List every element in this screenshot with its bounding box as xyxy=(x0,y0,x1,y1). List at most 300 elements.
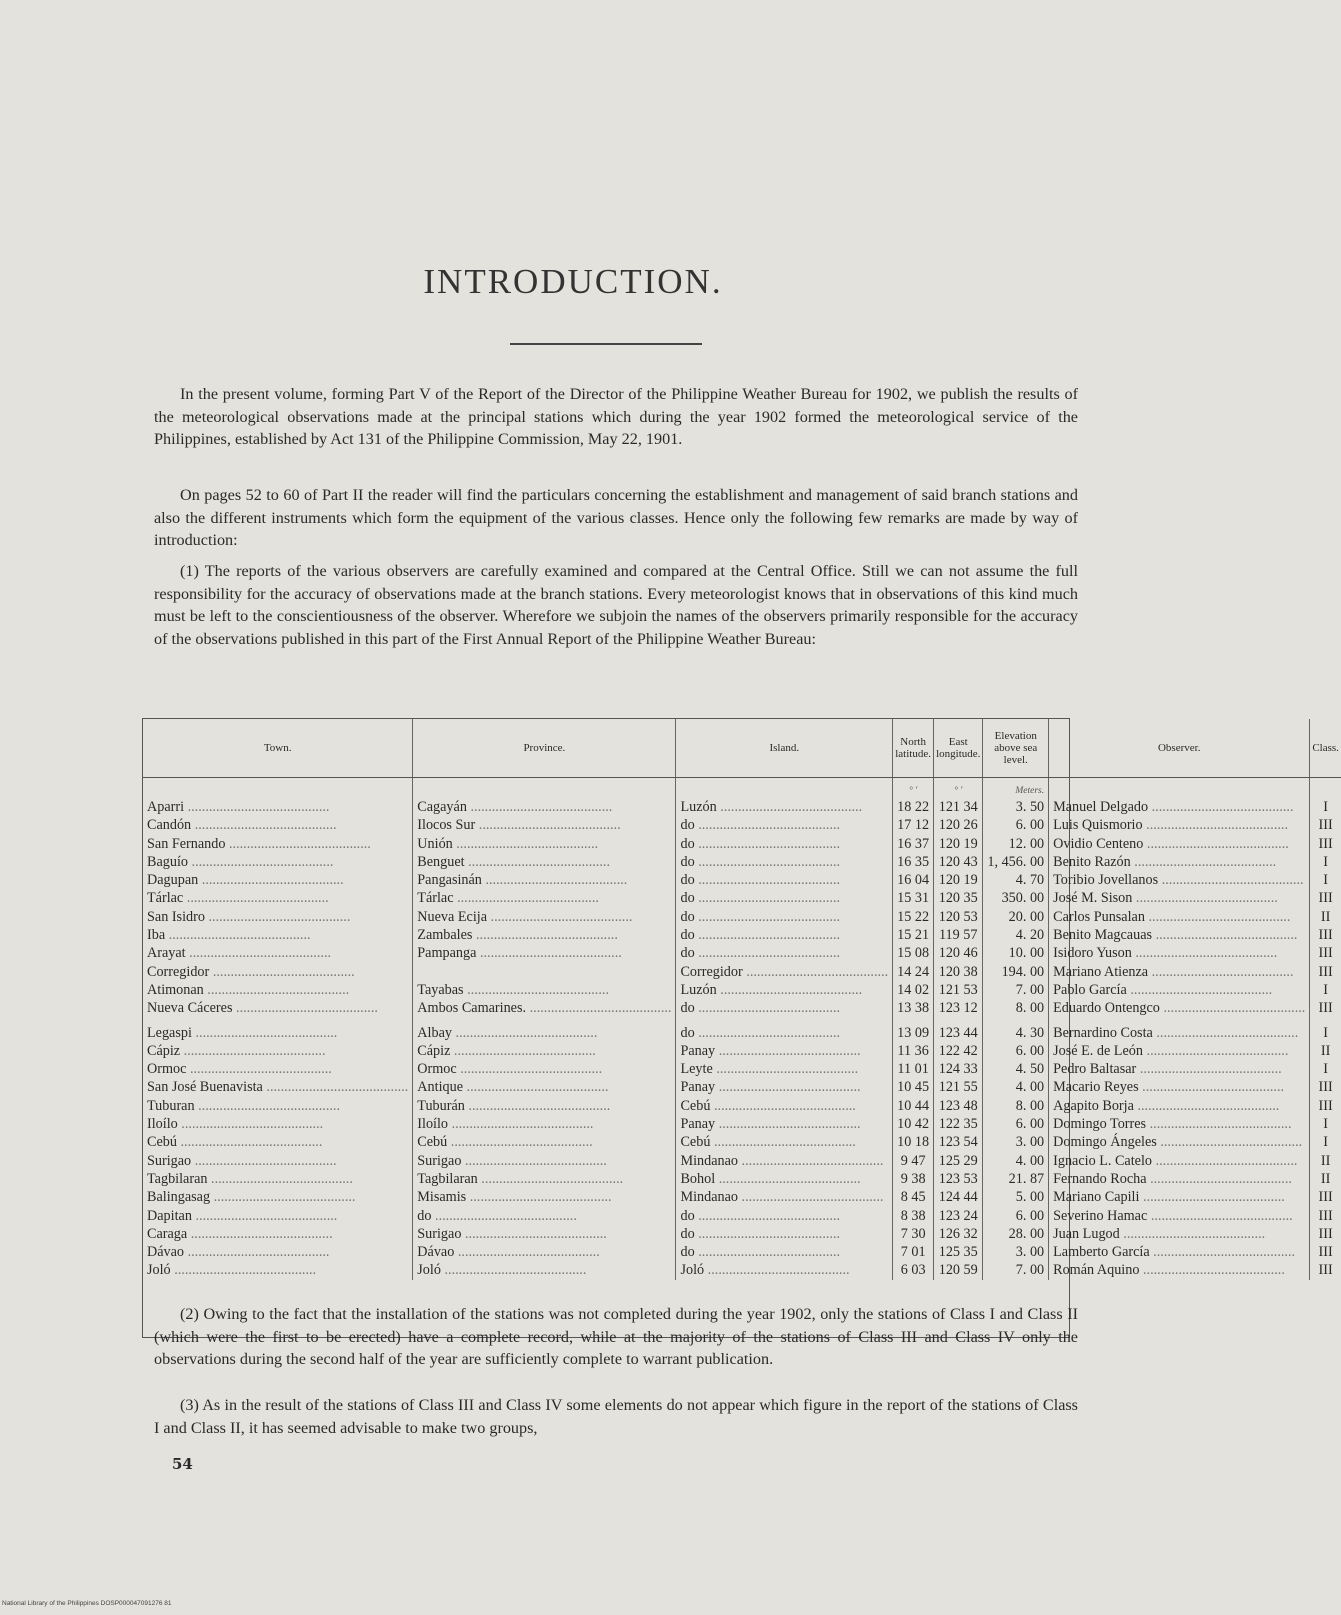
cell-town xyxy=(143,798,413,816)
cell-province-leader xyxy=(417,1060,671,1078)
cell-longitude-text: 121 55 xyxy=(938,1079,978,1096)
cell-town xyxy=(143,1060,413,1078)
cell-elevation xyxy=(983,926,1049,944)
cell-town-text: Candón ..... xyxy=(147,817,337,833)
cell-elevation xyxy=(983,1097,1049,1115)
cell-town-leader xyxy=(147,1261,408,1279)
cell-province xyxy=(413,981,676,999)
cell-longitude xyxy=(934,1225,983,1243)
cell-class-text: III xyxy=(1318,927,1333,944)
cell-town-leader xyxy=(147,1152,408,1170)
cell-island xyxy=(676,871,893,889)
table-row xyxy=(143,999,1341,1017)
cell-latitude xyxy=(893,1042,934,1060)
cell-observer xyxy=(1049,999,1310,1017)
cell-longitude xyxy=(934,1152,983,1170)
cell-latitude xyxy=(893,1115,934,1133)
cell-longitude-text: 120 19 xyxy=(938,835,978,852)
cell-longitude xyxy=(934,1115,983,1133)
cell-longitude-text: 123 54 xyxy=(938,1134,978,1151)
cell-town-text: Baguío ..... xyxy=(147,854,333,870)
cell-latitude xyxy=(893,981,934,999)
cell-province-leader xyxy=(417,944,671,962)
cell-class xyxy=(1310,926,1341,944)
cell-observer xyxy=(1049,871,1310,889)
cell-longitude xyxy=(934,1188,983,1206)
unit-latitude: ° ′ xyxy=(893,778,934,799)
cell-province-leader xyxy=(417,853,671,871)
cell-town xyxy=(143,1133,413,1151)
cell-town-text: Legaspi ..... xyxy=(147,1025,337,1041)
cell-observer-text: Juan Lugod ..... xyxy=(1053,1226,1265,1242)
cell-town-text: Balingasag ..... xyxy=(147,1189,355,1205)
cell-elevation xyxy=(983,981,1049,999)
cell-town-leader xyxy=(147,926,408,944)
cell-island-text: do ..... xyxy=(680,1025,840,1041)
cell-island xyxy=(676,1133,893,1151)
cell-town xyxy=(143,1152,413,1170)
cell-longitude xyxy=(934,816,983,834)
cell-province-text: Unión ..... xyxy=(417,836,598,852)
cell-observer xyxy=(1049,1097,1310,1115)
cell-island-leader xyxy=(680,1042,888,1060)
cell-latitude xyxy=(893,908,934,926)
cell-province xyxy=(413,1060,676,1078)
cell-island-leader xyxy=(680,981,888,999)
cell-town-leader xyxy=(147,1097,408,1115)
cell-observer-leader xyxy=(1053,1133,1305,1151)
cell-latitude xyxy=(893,1170,934,1188)
cell-town xyxy=(143,1243,413,1261)
cell-island-leader xyxy=(680,798,888,816)
cell-class xyxy=(1310,816,1341,834)
table-row xyxy=(143,1024,1341,1042)
cell-observer-text: Toribio Jovellanos ..... xyxy=(1053,872,1303,888)
cell-town-leader xyxy=(147,944,408,962)
cell-class-text: I xyxy=(1323,1024,1328,1041)
cell-latitude-text: 7 30 xyxy=(900,1225,926,1242)
cell-province-text: Cagayán ..... xyxy=(417,799,612,815)
cell-elevation xyxy=(983,999,1049,1017)
table-header-row xyxy=(143,719,1341,778)
cell-observer-text: Eduardo Ontengco ..... xyxy=(1053,1000,1305,1016)
cell-province-text: Dávao ..... xyxy=(417,1244,599,1260)
cell-town-text: Arayat ..... xyxy=(147,945,331,961)
cell-elevation-text: 350. 00 xyxy=(1001,890,1045,907)
cell-class-text: I xyxy=(1323,1116,1328,1133)
cell-island-leader xyxy=(680,1261,888,1279)
cell-island-text: Luzón ..... xyxy=(680,799,862,815)
cell-island xyxy=(676,1188,893,1206)
cell-longitude xyxy=(934,1261,983,1279)
cell-observer xyxy=(1049,1078,1310,1096)
cell-elevation-text: 194. 00 xyxy=(1001,963,1045,980)
cell-observer-text: Pedro Baltasar ..... xyxy=(1053,1061,1282,1077)
cell-latitude-text: 9 47 xyxy=(900,1152,926,1169)
cell-elevation-text: 7. 00 xyxy=(1015,1262,1045,1279)
cell-longitude xyxy=(934,926,983,944)
cell-observer xyxy=(1049,963,1310,981)
cell-province xyxy=(413,1261,676,1279)
cell-class xyxy=(1310,1042,1341,1060)
cell-latitude xyxy=(893,1188,934,1206)
cell-island-text: do ..... xyxy=(680,945,840,961)
cell-elevation-text: 3. 00 xyxy=(1015,1134,1045,1151)
cell-province-leader xyxy=(417,1115,671,1133)
table-row xyxy=(143,1207,1341,1225)
table-row xyxy=(143,835,1341,853)
cell-province-leader xyxy=(417,835,671,853)
cell-province-leader xyxy=(417,926,671,944)
cell-observer-leader xyxy=(1053,944,1305,962)
cell-class-text: III xyxy=(1318,1262,1333,1279)
cell-observer xyxy=(1049,798,1310,816)
cell-province xyxy=(413,853,676,871)
cell-province-leader xyxy=(417,889,671,907)
cell-island-leader xyxy=(680,1243,888,1261)
cell-class xyxy=(1310,1078,1341,1096)
table-row xyxy=(143,1188,1341,1206)
cell-town xyxy=(143,908,413,926)
cell-longitude xyxy=(934,1024,983,1042)
cell-latitude-text: 9 38 xyxy=(900,1170,926,1187)
cell-observer-leader xyxy=(1053,926,1305,944)
cell-town-text: San Isidro ..... xyxy=(147,909,350,925)
cell-longitude-text: 120 38 xyxy=(938,963,978,980)
cell-province xyxy=(413,835,676,853)
cell-town xyxy=(143,816,413,834)
cell-class xyxy=(1310,981,1341,999)
cell-observer-text: Pablo García ..... xyxy=(1053,982,1272,998)
cell-class xyxy=(1310,963,1341,981)
cell-class xyxy=(1310,1024,1341,1042)
cell-class-text: II xyxy=(1320,1152,1331,1169)
cell-observer-text: Ovidio Centeno ..... xyxy=(1053,836,1289,852)
cell-province-text: Surigao ..... xyxy=(417,1226,607,1242)
cell-class-text: I xyxy=(1323,799,1328,815)
cell-island-text: do ..... xyxy=(680,1226,840,1242)
cell-province xyxy=(413,1170,676,1188)
cell-island xyxy=(676,1060,893,1078)
cell-class xyxy=(1310,1133,1341,1151)
cell-longitude-text: 123 48 xyxy=(938,1097,978,1114)
cell-town xyxy=(143,1261,413,1279)
cell-longitude xyxy=(934,908,983,926)
cell-class xyxy=(1310,1188,1341,1206)
cell-observer-leader xyxy=(1053,999,1305,1017)
cell-island xyxy=(676,1261,893,1279)
cell-longitude xyxy=(934,1207,983,1225)
cell-latitude-text: 14 24 xyxy=(897,963,930,980)
table-row xyxy=(143,1170,1341,1188)
cell-latitude-text: 11 36 xyxy=(897,1042,929,1059)
cell-elevation-text: 4. 70 xyxy=(1015,872,1045,889)
cell-observer xyxy=(1049,1133,1310,1151)
cell-province-text: Tárlac ..... xyxy=(417,890,599,906)
cell-province xyxy=(413,1207,676,1225)
cell-town-leader xyxy=(147,1060,408,1078)
table-row xyxy=(143,1261,1341,1279)
cell-town xyxy=(143,853,413,871)
table-row xyxy=(143,944,1341,962)
cell-longitude xyxy=(934,853,983,871)
cell-elevation-text: 6. 00 xyxy=(1015,1116,1045,1133)
cell-island-text: Joló ..... xyxy=(680,1262,849,1278)
cell-longitude-text: 120 26 xyxy=(938,817,978,834)
cell-observer xyxy=(1049,835,1310,853)
cell-latitude xyxy=(893,1243,934,1261)
cell-longitude-text: 125 29 xyxy=(938,1152,978,1169)
cell-observer-leader xyxy=(1053,1152,1305,1170)
cell-observer xyxy=(1049,1115,1310,1133)
cell-province xyxy=(413,1024,676,1042)
cell-observer-leader xyxy=(1053,835,1305,853)
cell-province-text: Benguet ..... xyxy=(417,854,610,870)
cell-town-text: Cápiz ..... xyxy=(147,1043,326,1059)
cell-latitude xyxy=(893,1133,934,1151)
cell-latitude xyxy=(893,889,934,907)
cell-elevation xyxy=(983,1207,1049,1225)
cell-island-leader xyxy=(680,1207,888,1225)
cell-class-text: I xyxy=(1323,853,1328,870)
cell-province-text: Ilocos Sur ..... xyxy=(417,817,620,833)
cell-province-text: Ambos Camarines. ..... xyxy=(417,1000,671,1016)
cell-observer-leader xyxy=(1053,1097,1305,1115)
cell-class xyxy=(1310,889,1341,907)
cell-province xyxy=(413,1188,676,1206)
cell-observer xyxy=(1049,1207,1310,1225)
cell-observer-leader xyxy=(1053,1115,1305,1133)
cell-longitude-text: 121 34 xyxy=(938,799,978,815)
cell-province-text: Albay ..... xyxy=(417,1025,597,1041)
cell-island-leader xyxy=(680,1133,888,1151)
cell-province-leader xyxy=(417,1078,671,1096)
cell-province-leader xyxy=(417,1207,671,1225)
table-row xyxy=(143,1133,1341,1151)
cell-island xyxy=(676,1097,893,1115)
cell-class xyxy=(1310,1097,1341,1115)
page-number: 54 xyxy=(172,1455,193,1473)
cell-town-leader xyxy=(147,908,408,926)
cell-island xyxy=(676,908,893,926)
cell-province xyxy=(413,1115,676,1133)
cell-elevation-text: 1, 456. 00 xyxy=(987,853,1045,870)
cell-island xyxy=(676,1170,893,1188)
cell-island-text: Mindanao ..... xyxy=(680,1153,883,1169)
cell-elevation-text: 4. 00 xyxy=(1015,1079,1045,1096)
cell-island-leader xyxy=(680,908,888,926)
cell-latitude xyxy=(893,999,934,1017)
cell-elevation xyxy=(983,853,1049,871)
cell-observer xyxy=(1049,1024,1310,1042)
cell-province xyxy=(413,1078,676,1096)
cell-town-leader xyxy=(147,1024,408,1042)
cell-elevation xyxy=(983,1024,1049,1042)
cell-observer-text: Lamberto García ..... xyxy=(1053,1244,1295,1260)
cell-observer-leader xyxy=(1053,908,1305,926)
cell-class-text: III xyxy=(1318,1079,1333,1096)
cell-island xyxy=(676,816,893,834)
cell-elevation-text: 8. 00 xyxy=(1015,1000,1045,1017)
table-row xyxy=(143,816,1341,834)
cell-island-leader xyxy=(680,1060,888,1078)
cell-longitude-text: 120 46 xyxy=(938,945,978,962)
cell-island-text: Cebú ..... xyxy=(680,1134,855,1150)
cell-island xyxy=(676,1078,893,1096)
cell-observer xyxy=(1049,1225,1310,1243)
cell-province-leader xyxy=(417,1243,671,1261)
cell-province xyxy=(413,1225,676,1243)
cell-town-leader xyxy=(147,1225,408,1243)
cell-province-text: Nueva Ecija ..... xyxy=(417,909,632,925)
paragraph-remark-2: (2) Owing to the fact that the installation of the stations was not completed during the year 1902, only the stations of Class I and Class II (which were the first to be erected) have a complete record, while at the majority of the stations of Class III and Class IV only the observations during the second half of the year are sufficiently complete to warrant publication. xyxy=(154,1305,1078,1369)
cell-elevation-text: 21. 87 xyxy=(1008,1170,1045,1187)
cell-island-text: do ..... xyxy=(680,872,840,888)
table-row xyxy=(143,1078,1341,1096)
cell-latitude xyxy=(893,853,934,871)
cell-observer-text: Fernando Rocha ..... xyxy=(1053,1171,1292,1187)
cell-latitude xyxy=(893,926,934,944)
table-row xyxy=(143,963,1341,981)
cell-observer-leader xyxy=(1053,1060,1305,1078)
cell-class xyxy=(1310,1261,1341,1279)
cell-latitude-text: 7 01 xyxy=(900,1244,926,1261)
cell-province-text: Tagbilaran ..... xyxy=(417,1171,623,1187)
table-row xyxy=(143,871,1341,889)
cell-longitude xyxy=(934,999,983,1017)
cell-island-text: Panay ..... xyxy=(680,1079,860,1095)
cell-latitude xyxy=(893,1207,934,1225)
cell-observer-leader xyxy=(1053,1261,1305,1279)
cell-longitude xyxy=(934,1042,983,1060)
cell-island-text: do ..... xyxy=(680,1208,840,1224)
cell-longitude-text: 121 53 xyxy=(938,981,978,998)
cell-latitude xyxy=(893,1060,934,1078)
cell-town xyxy=(143,981,413,999)
cell-latitude-text: 15 22 xyxy=(897,908,930,925)
cell-class-text: III xyxy=(1318,1097,1333,1114)
cell-town-leader xyxy=(147,1115,408,1133)
cell-elevation xyxy=(983,889,1049,907)
cell-class-text: III xyxy=(1318,1000,1333,1017)
cell-island-leader xyxy=(680,926,888,944)
cell-observer-text: Román Aquino ..... xyxy=(1053,1262,1285,1278)
cell-island-text: Bohol ..... xyxy=(680,1171,860,1187)
cell-observer-text: Ignacio L. Catelo ..... xyxy=(1053,1153,1297,1169)
cell-town-leader xyxy=(147,999,408,1017)
cell-latitude xyxy=(893,1261,934,1279)
cell-observer-text: Macario Reyes ..... xyxy=(1053,1079,1284,1095)
cell-island-text: do ..... xyxy=(680,909,840,925)
cell-town-text: Iloílo ..... xyxy=(147,1116,323,1132)
cell-island xyxy=(676,1115,893,1133)
cell-latitude-text: 6 03 xyxy=(900,1262,926,1279)
cell-island xyxy=(676,798,893,816)
cell-observer xyxy=(1049,816,1310,834)
cell-island-leader xyxy=(680,944,888,962)
cell-class-text: I xyxy=(1323,1134,1328,1151)
cell-observer xyxy=(1049,908,1310,926)
cell-island xyxy=(676,999,893,1017)
cell-class xyxy=(1310,944,1341,962)
cell-elevation-text: 12. 00 xyxy=(1008,835,1045,852)
cell-class-text: II xyxy=(1320,1042,1331,1059)
cell-observer-text: Mariano Atienza ..... xyxy=(1053,964,1293,980)
cell-longitude xyxy=(934,1133,983,1151)
cell-elevation-text: 3. 50 xyxy=(1015,799,1045,815)
cell-elevation xyxy=(983,944,1049,962)
cell-observer xyxy=(1049,1152,1310,1170)
cell-class-text: III xyxy=(1318,817,1333,834)
cell-island-text: Mindanao ..... xyxy=(680,1189,883,1205)
cell-elevation xyxy=(983,798,1049,816)
cell-town xyxy=(143,871,413,889)
cell-elevation-text: 7. 00 xyxy=(1015,981,1045,998)
cell-elevation xyxy=(983,1115,1049,1133)
cell-observer-leader xyxy=(1053,1225,1305,1243)
cell-island xyxy=(676,835,893,853)
cell-island xyxy=(676,963,893,981)
cell-latitude-text: 15 21 xyxy=(897,927,930,944)
cell-town xyxy=(143,1097,413,1115)
cell-observer-leader xyxy=(1053,1207,1305,1225)
cell-province-leader xyxy=(417,999,671,1017)
cell-longitude-text: 119 57 xyxy=(938,927,978,944)
cell-province-text: Joló ..... xyxy=(417,1262,586,1278)
cell-town-text: Aparri ..... xyxy=(147,799,329,815)
paragraph-remark-1: (1) The reports of the various observers are carefully examined and compared at the Central Office. Still we can not assume the full responsibility for the accuracy of observations made at the branch stations. Every meteorologist knows that in observations of this kind much must be left to the conscientiousness of the observer. Wherefore we subjoin the names of the observers primarily responsible for the accuracy of the observations published in this part of the First Annual Report of the Philippine Weather Bureau: xyxy=(154,562,1078,648)
cell-observer-leader xyxy=(1053,1188,1305,1206)
cell-class-text: III xyxy=(1318,1225,1333,1242)
cell-latitude-text: 15 31 xyxy=(897,890,930,907)
table-row xyxy=(143,1115,1341,1133)
cell-island-text: Panay ..... xyxy=(680,1116,860,1132)
cell-class-text: I xyxy=(1323,981,1328,998)
cell-longitude-text: 126 32 xyxy=(938,1225,978,1242)
cell-observer-leader xyxy=(1053,1078,1305,1096)
cell-province xyxy=(413,944,676,962)
cell-class xyxy=(1310,835,1341,853)
cell-town-leader xyxy=(147,1042,408,1060)
cell-town xyxy=(143,999,413,1017)
cell-class-text: I xyxy=(1323,872,1328,889)
cell-longitude xyxy=(934,871,983,889)
cell-elevation xyxy=(983,1152,1049,1170)
title-rule xyxy=(510,343,702,345)
cell-town-text: Nueva Cáceres ..... xyxy=(147,1000,378,1016)
cell-province-leader xyxy=(417,816,671,834)
cell-observer xyxy=(1049,1170,1310,1188)
cell-town-leader xyxy=(147,835,408,853)
cell-longitude-text: 125 35 xyxy=(938,1244,978,1261)
cell-island-leader xyxy=(680,1097,888,1115)
cell-latitude-text: 18 22 xyxy=(897,799,930,815)
cell-town-leader xyxy=(147,853,408,871)
cell-class xyxy=(1310,1060,1341,1078)
cell-longitude-text: 124 44 xyxy=(938,1189,978,1206)
cell-island xyxy=(676,1042,893,1060)
cell-town-leader xyxy=(147,1078,408,1096)
cell-latitude-text: 11 01 xyxy=(897,1061,929,1078)
cell-island xyxy=(676,889,893,907)
cell-latitude-text: 17 12 xyxy=(897,817,930,834)
paragraph-intro: In the present volume, forming Part V of the Report of the Director of the Philippine Weather Bureau for 1902, we publish the results of the meteorological observations made at the principal stations which during the year 1902 formed the meteorological service of the Philippines, established by Act 131 of the Philippine Commission, May 22, 1901. xyxy=(154,385,1078,449)
cell-province xyxy=(413,999,676,1017)
cell-class-text: III xyxy=(1318,890,1333,907)
cell-town-leader xyxy=(147,1243,408,1261)
cell-province-text: Tuburán ..... xyxy=(417,1098,610,1114)
cell-class-text: II xyxy=(1320,908,1331,925)
